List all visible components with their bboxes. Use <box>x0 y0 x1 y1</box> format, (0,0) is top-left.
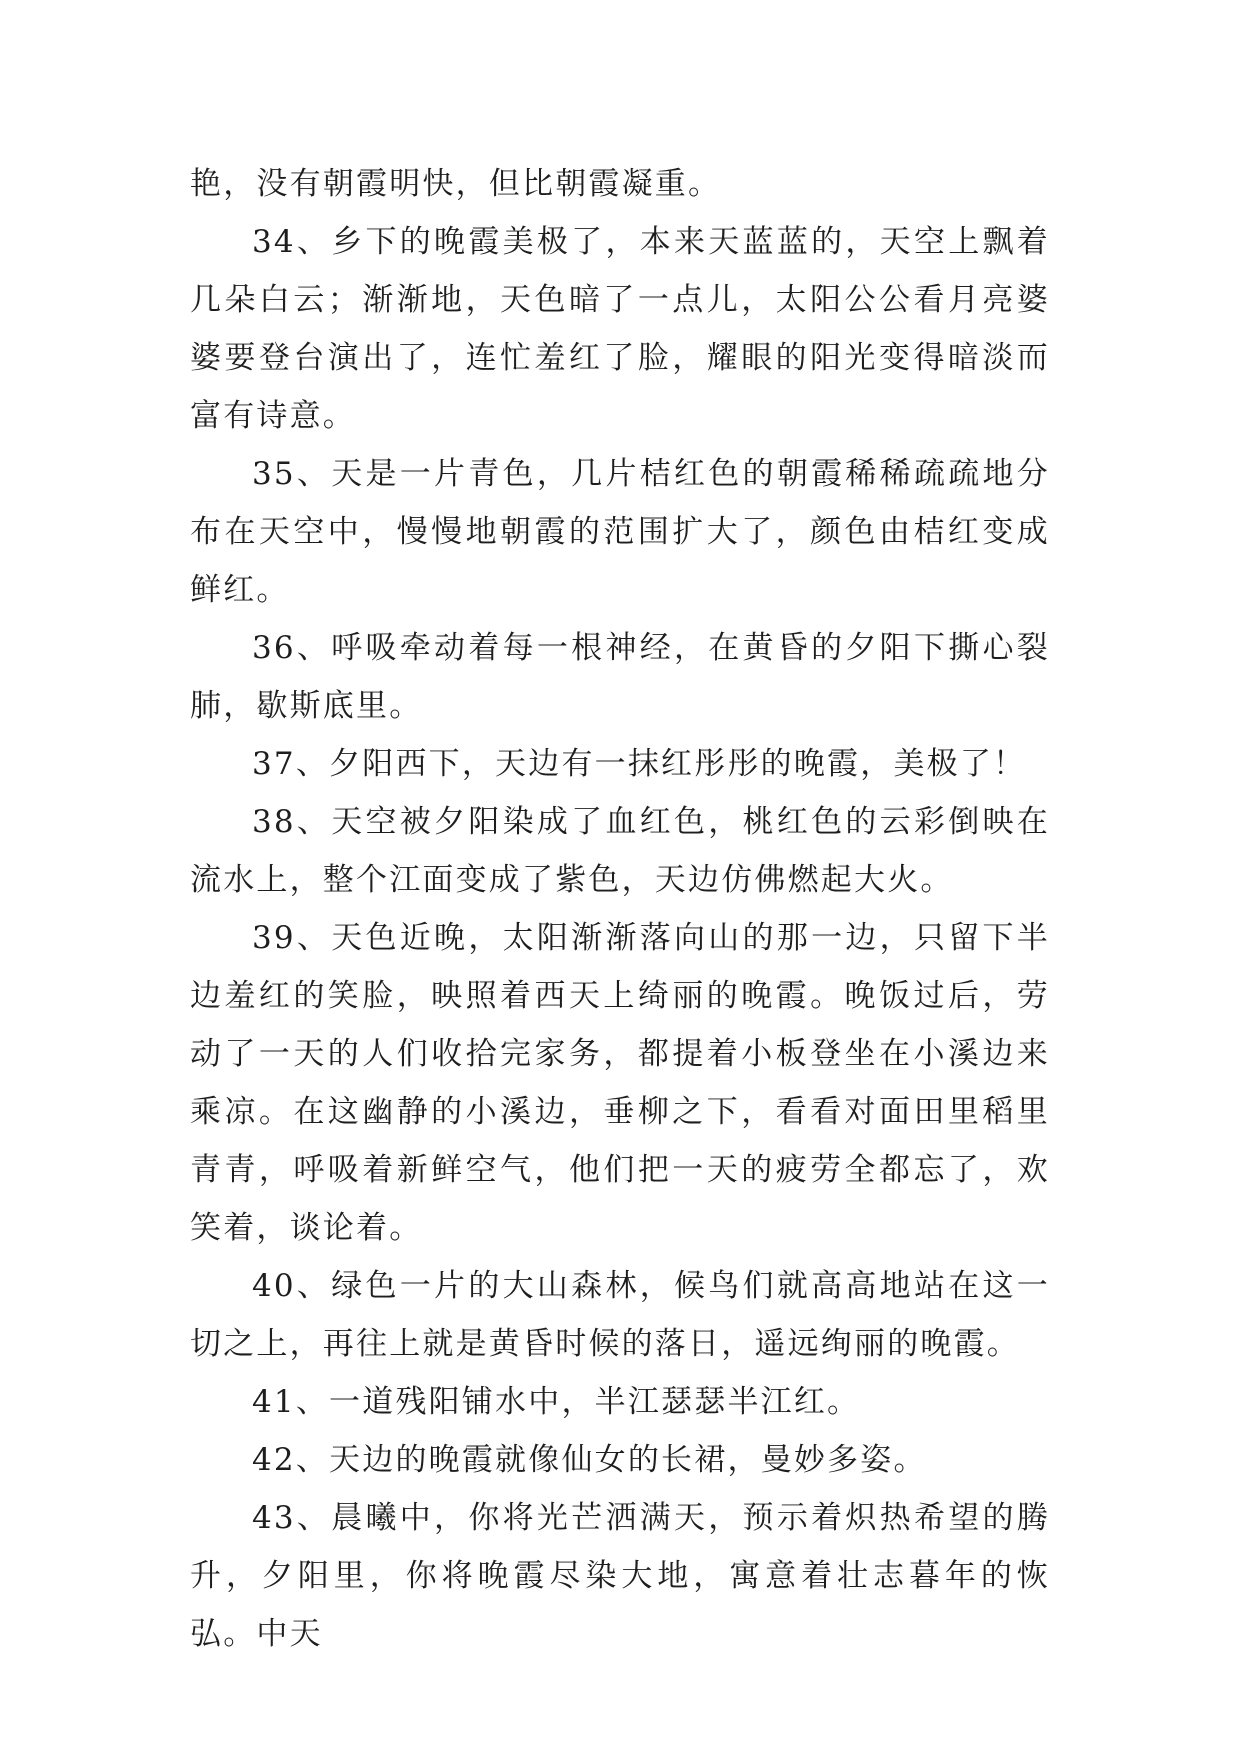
paragraph-43: 43、晨曦中，你将光芒洒满天，预示着炽热希望的腾升，夕阳里，你将晚霞尽染大地，寓意着壮志暮年的恢弘。中天 <box>190 1500 1050 1652</box>
paragraph-33-continued: 艳，没有朝霞明快，但比朝霞凝重。 <box>190 166 722 202</box>
paragraph-40: 40、绿色一片的大山森林，候鸟们就高高地站在这一切之上，再往上就是黄昏时候的落日，遥远绚丽的晚霞。 <box>190 1268 1050 1362</box>
paragraph-41: 41、一道残阳铺水中，半江瑟瑟半江红。 <box>252 1384 861 1420</box>
body-text <box>190 155 1050 1663</box>
paragraph-34: 34、乡下的晚霞美极了，本来天蓝蓝的，天空上飘着几朵白云；渐渐地，天色暗了一点儿，太阳公公看月亮婆婆要登台演出了，连忙羞红了脸，耀眼的阳光变得暗淡而富有诗意。 <box>190 224 1050 434</box>
paragraph-35: 35、天是一片青色，几片桔红色的朝霞稀稀疏疏地分布在天空中，慢慢地朝霞的范围扩大了，颜色由桔红变成鲜红。 <box>190 456 1050 608</box>
paragraph-42: 42、天边的晚霞就像仙女的长裙，曼妙多姿。 <box>252 1442 927 1478</box>
paragraph-39: 39、天色近晚，太阳渐渐落向山的那一边，只留下半边羞红的笑脸，映照着西天上绮丽的晚霞。晚饭过后，劳动了一天的人们收拾完家务，都提着小板登坐在小溪边来乘凉。在这幽静的小溪边，垂柳之下，看看对面田里稻里青青，呼吸着新鲜空气，他们把一天的疲劳全都忘了，欢笑着，谈论着。 <box>190 920 1050 1246</box>
paragraph-38: 38、天空被夕阳染成了血红色，桃红色的云彩倒映在流水上，整个江面变成了紫色，天边仿佛燃起大火。 <box>190 804 1050 898</box>
paragraph-36: 36、呼吸牵动着每一根神经，在黄昏的夕阳下撕心裂肺，歇斯底里。 <box>190 630 1050 724</box>
paragraph-37: 37、夕阳西下，天边有一抹红彤彤的晚霞，美极了！ <box>252 746 1027 782</box>
